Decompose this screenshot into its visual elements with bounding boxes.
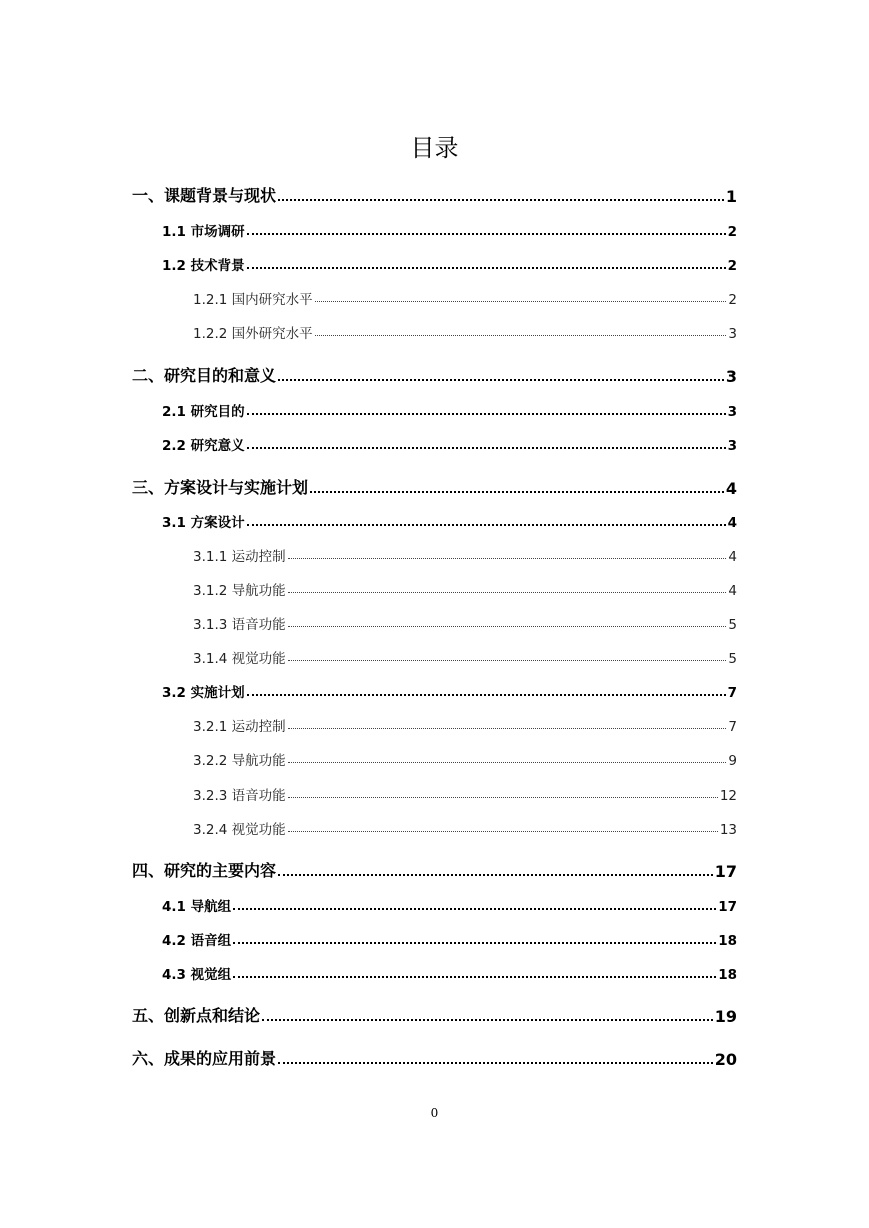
- toc-entry-text: 3.1.4 视觉功能: [193, 651, 286, 667]
- toc-entry[interactable]: [162, 679, 737, 701]
- toc-entry-text: 1.2.1 国内研究水平: [193, 292, 313, 308]
- dot-leader: [233, 942, 716, 944]
- dot-leader: [247, 524, 726, 526]
- toc-entry-text: 3.2.4 视觉功能: [193, 822, 286, 838]
- toc-entry-text: 三、方案设计与实施计划: [132, 478, 309, 497]
- toc-entry[interactable]: [193, 782, 737, 804]
- toc-entry-text: 3.1.3 语音功能: [193, 617, 286, 633]
- toc-entry[interactable]: [162, 252, 737, 274]
- dot-leader: [288, 797, 718, 798]
- toc-entry-page: 18: [718, 933, 737, 949]
- toc-entry-page: 9: [728, 753, 737, 769]
- toc-entry-text: 3.1.2 导航功能: [193, 583, 286, 599]
- toc-title: 目录: [410, 134, 459, 162]
- toc-entry-text: 3.2 实施计划: [162, 685, 245, 701]
- toc-entry-page: 3: [725, 367, 737, 386]
- toc-entry[interactable]: [132, 1047, 737, 1069]
- toc-entry[interactable]: [132, 364, 737, 386]
- toc-entry[interactable]: [193, 320, 737, 342]
- toc-entry-page: 17: [718, 899, 737, 915]
- dot-leader: [278, 199, 724, 201]
- toc-entry-page: 3: [727, 404, 737, 420]
- dot-leader: [233, 976, 716, 978]
- dot-leader: [233, 908, 716, 910]
- toc-entry-page: 2: [727, 224, 737, 240]
- toc-entry-page: 17: [714, 862, 737, 881]
- toc-entry-text: 二、研究目的和意义: [132, 366, 277, 385]
- dot-leader: [288, 660, 727, 661]
- toc-entry-page: 12: [719, 788, 737, 804]
- toc-entry-page: 3: [728, 326, 737, 342]
- toc-entry-text: 2.1 研究目的: [162, 404, 245, 420]
- toc-entry-page: 20: [714, 1050, 737, 1069]
- toc-entry-page: 4: [725, 479, 737, 498]
- toc-entry-page: 2: [727, 258, 737, 274]
- toc-entry[interactable]: [162, 893, 737, 915]
- toc-entry[interactable]: [162, 218, 737, 240]
- dot-leader: [278, 874, 713, 876]
- dot-leader: [315, 301, 727, 302]
- toc-entry[interactable]: [162, 961, 737, 983]
- toc-entry-text: 4.2 语音组: [162, 933, 232, 949]
- toc-entry-page: 18: [718, 967, 737, 983]
- toc-entry[interactable]: [193, 816, 737, 838]
- toc-entry[interactable]: [132, 1004, 737, 1026]
- toc-entry-page: 7: [728, 719, 737, 735]
- toc-entry-text: 4.3 视觉组: [162, 967, 232, 983]
- toc-entry-page: 5: [728, 651, 737, 667]
- dot-leader: [278, 1062, 713, 1064]
- toc-entry-text: 1.1 市场调研: [162, 224, 245, 240]
- toc-entry[interactable]: [193, 286, 737, 308]
- dot-leader: [278, 379, 724, 381]
- page-number: 0: [430, 1106, 439, 1120]
- toc-entry[interactable]: [132, 184, 737, 206]
- toc-entry-text: 六、成果的应用前景: [132, 1049, 277, 1068]
- toc-entry-text: 4.1 导航组: [162, 899, 232, 915]
- toc-entry-page: 4: [728, 583, 737, 599]
- toc-entry-page: 4: [728, 549, 737, 565]
- toc-entry[interactable]: [193, 713, 737, 735]
- toc-entry-text: 五、创新点和结论: [132, 1006, 261, 1025]
- toc-entry-page: 13: [719, 822, 737, 838]
- toc-entry[interactable]: [162, 927, 737, 949]
- toc-entry-page: 5: [728, 617, 737, 633]
- toc-entry-page: 7: [727, 685, 737, 701]
- toc-entry[interactable]: [162, 432, 737, 454]
- dot-leader: [310, 491, 724, 493]
- toc-entry[interactable]: [193, 645, 737, 667]
- dot-leader: [247, 267, 726, 269]
- toc-entry-page: 19: [714, 1007, 737, 1026]
- dot-leader: [288, 762, 727, 763]
- dot-leader: [288, 626, 727, 627]
- toc-entry[interactable]: [193, 611, 737, 633]
- dot-leader: [288, 558, 727, 559]
- toc-entry[interactable]: [193, 577, 737, 599]
- toc-entry-text: 3.2.2 导航功能: [193, 753, 286, 769]
- toc-entry[interactable]: [193, 543, 737, 565]
- toc-entry-text: 一、课题背景与现状: [132, 186, 277, 205]
- toc-entry-page: 2: [728, 292, 737, 308]
- toc-entry[interactable]: [162, 398, 737, 420]
- toc-entry[interactable]: [132, 476, 737, 498]
- dot-leader: [288, 592, 727, 593]
- dot-leader: [247, 233, 726, 235]
- toc-entry[interactable]: [193, 747, 737, 769]
- toc-entry-text: 四、研究的主要内容: [132, 861, 277, 880]
- toc-entry-page: 4: [727, 515, 737, 531]
- toc-entry-text: 3.1 方案设计: [162, 515, 245, 531]
- dot-leader: [247, 447, 726, 449]
- toc-entry-text: 3.2.3 语音功能: [193, 788, 286, 804]
- toc-entry-text: 1.2.2 国外研究水平: [193, 326, 313, 342]
- dot-leader: [315, 335, 727, 336]
- toc-entry-text: 3.1.1 运动控制: [193, 549, 286, 565]
- toc-entry-text: 1.2 技术背景: [162, 258, 245, 274]
- toc-entry-page: 1: [725, 187, 737, 206]
- toc-entry[interactable]: [132, 859, 737, 881]
- toc-entry-text: 3.2.1 运动控制: [193, 719, 286, 735]
- dot-leader: [288, 728, 727, 729]
- dot-leader: [247, 694, 726, 696]
- dot-leader: [262, 1019, 713, 1021]
- dot-leader: [247, 413, 726, 415]
- dot-leader: [288, 831, 718, 832]
- toc-entry[interactable]: [162, 509, 737, 531]
- toc-entry-text: 2.2 研究意义: [162, 438, 245, 454]
- toc-entry-page: 3: [727, 438, 737, 454]
